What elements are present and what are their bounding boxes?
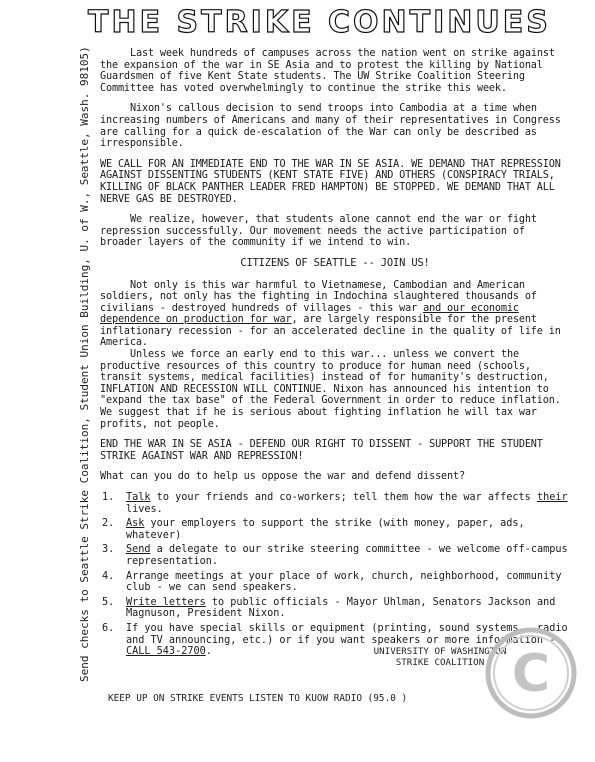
- list-item: [100, 571, 570, 594]
- copyright-glyph: C: [511, 644, 551, 704]
- demands-paragraph: WE CALL FOR AN IMMEDIATE END TO THE WAR IN SE ASIA. WE DEMAND THAT REPRESSION AGAINST DISSENTING STUDENTS (KENT STATE FIVE) AND OTHERS (CONSPIRACY TRIALS, KILLING OF BLACK PANTHER LEADER FRED HAMPTON) BE STOPPED. WE DEMAND THAT ALL NERVE GAS BE DESTROYED.: [100, 158, 561, 205]
- list-lead: Send: [126, 544, 151, 556]
- paragraph-6: Unless we force an early end to this war... unless we convert the productive resources of this country to produce for human need (schools, transit systems, medical facilities) instead of for humanity's destruction, INFLATION AND RECESSION WILL CONTINUE. Nixon has announced his intention to "expand the tax base" of the Federal Government in order to reduce inflation. We suggest that if he is serious about fighting inflation he will tax war profits, not people.: [100, 349, 561, 430]
- body-text: [100, 48, 570, 661]
- list-number: 5.: [102, 596, 115, 608]
- list-number: 2.: [102, 518, 115, 530]
- paragraph-5-part-b: , are largely responsible for the present inflationary recession - for an accelerated decline in the quality of life in America.: [100, 314, 561, 349]
- citizens-callout: CITIZENS OF SEATTLE -- JOIN US!: [240, 256, 430, 269]
- list-text-end: .: [205, 646, 212, 658]
- list-item: [100, 597, 570, 620]
- question-line: What can you do to help us oppose the war and defend dissent?: [100, 471, 465, 483]
- headline-title: THE STRIKE CONTINUES: [88, 5, 551, 40]
- list-number: 4.: [102, 570, 115, 582]
- list-item: [100, 544, 570, 567]
- phone-number: CALL 543-2700: [126, 646, 206, 658]
- footer-note: KEEP UP ON STRIKE EVENTS LISTEN TO KUOW RADIO (95.0 ): [108, 693, 408, 704]
- list-text: your employers to support the strike (with money, paper, ads, whatever): [126, 518, 525, 541]
- list-number: 6.: [102, 622, 115, 634]
- list-number: 3.: [102, 544, 115, 556]
- list-item: [100, 518, 570, 541]
- paragraph-5-part-a: Not only is this war harmful to Vietnamese, Cambodian and American soldiers, not only has the fighting in Indochina slaughtered thousands of civilians - destroyed hundreds of villages - this war: [100, 279, 537, 314]
- list-text: to your friends and co-workers; tell them how the war affects: [150, 492, 537, 503]
- slogan-paragraph: END THE WAR IN SE ASIA - DEFEND OUR RIGHT TO DISSENT - SUPPORT THE STUDENT STRIKE AGAINST WAR AND REPRESSION!: [100, 439, 543, 462]
- list-lead: Talk: [126, 492, 151, 503]
- list-lead: Ask: [126, 518, 145, 530]
- list-item: [100, 492, 570, 515]
- list-text: Arrange meetings at your place of work, church, neighborhood, community club - we can send speakers.: [126, 570, 562, 594]
- list-text: a delegate to our strike steering committee - we welcome off-campus representation.: [126, 544, 568, 567]
- list-lead: Write letters: [126, 596, 206, 608]
- signature-line-2: STRIKE COALITION: [395, 657, 485, 668]
- paragraph-4: We realize, however, that students alone cannot end the war or fight repression successfully. Our movement needs the active participation of broader layers of the community if we intend to win.: [100, 214, 537, 249]
- paragraph-2: Nixon's callous decision to send troops into Cambodia at a time when increasing numbers of Americans and many of their representatives in Congress are calling for a quick de-escalation of the War can only be described as irresponsible.: [100, 103, 561, 150]
- copyright-icon: [483, 625, 579, 721]
- list-text: If you have special skills or equipment (printing, sound systems , radio and TV announcing, etc.) or if you want speakers or more information -:: [126, 622, 568, 646]
- list-text: to public officials - Mayor Uhlman, Senators Jackson and Magnuson, President Nixon.: [126, 596, 556, 620]
- list-underlined-word: their: [536, 492, 568, 503]
- paragraph-1: Last week hundreds of campuses across the nation went on strike against the expansion of the war in SE Asia and to protest the killing by National Guardsmen of five Kent State students. The UW Strike Coalition Steering Committee has voted overwhelmingly to continue the strike this week.: [100, 48, 555, 94]
- list-number: 1.: [102, 492, 115, 503]
- paragraph-5: [100, 280, 570, 350]
- list-text-end: lives.: [126, 503, 163, 515]
- paragraph-5-underlined: and our economic dependence on production for war: [100, 302, 519, 326]
- signature-line-1: UNIVERSITY OF WASHINGTON: [373, 646, 507, 657]
- vertical-margin-note: Send checks to Seattle Strike Coalition, Student Union Building, U. of W., Seattle, Wash. 98105): [78, 46, 91, 682]
